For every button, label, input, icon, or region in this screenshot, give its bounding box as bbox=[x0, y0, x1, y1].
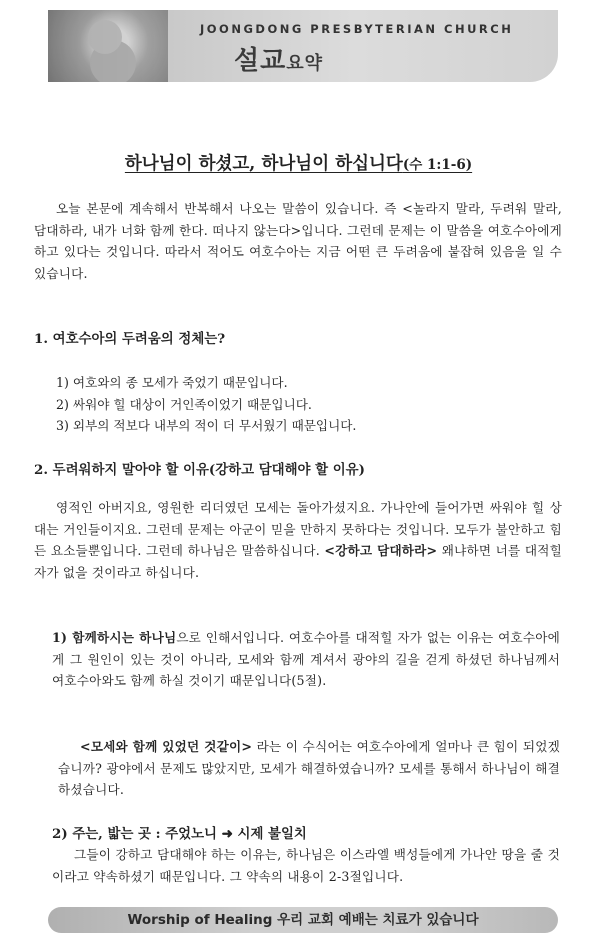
para-a-bold: <강하고 담대하라> bbox=[324, 543, 438, 558]
title-main: 하나님이 하셨고, 하나님이 하십니다 bbox=[124, 154, 403, 174]
list-item: 2) 싸워야 힐 대상이 거인족이었기 때문입니다. bbox=[56, 397, 312, 412]
point2-heading: 2) 주는, 밟는 곳 : 주었노니 ➜ 시제 불일치 bbox=[52, 826, 307, 842]
section2-paragraph bbox=[34, 497, 562, 583]
para-a-end: 왜냐하면 너를 대적힐 자가 없을 것이라고 하십니다. bbox=[34, 543, 562, 580]
label-small: 요약 bbox=[286, 53, 324, 74]
title-reference: (수 1:1-6) bbox=[402, 157, 473, 173]
label-big: 설교 bbox=[234, 46, 287, 76]
sermon-summary-label bbox=[234, 40, 323, 77]
quote-text: 라는 이 수식어는 여호수아에게 얼마나 큰 힘이 되었겠습니까? 광야에서 문제도 많았지만, 모세가 해결하였습니까? 모세를 통해서 하나님이 해결하셨습니다. bbox=[58, 739, 560, 797]
footer-banner: Worship of Healing 우리 교회 예배는 치료가 있습니다 bbox=[48, 907, 558, 933]
header-banner bbox=[48, 10, 558, 82]
point1-text: 으로 인해서입니다. 여호수아를 대적힐 자가 없는 이유는 여호수아에게 그 원인이 있는 것이 아니라, 모세와 함께 계셔서 광야의 길을 걷게 하셨던 하나님께서 여호수아와도 함께 하실 것이기 때문입니다(5절). bbox=[52, 630, 560, 688]
intro-paragraph: 오늘 본문에 계속해서 반복해서 나오는 말씀이 있습니다. 즉 <놀라지 말라, 두려워 말라, 담대하라, 내가 너화 함께 한다. 떠나지 않는다>입니다. 그런데 문제는 이 말씀을 여호수아에게 하고 있다는 것입니다. 따라서 적어도 여호수아는 지금 어떤 큰 두려움에 붙잡혀 있음을 일 수 있습니다. bbox=[34, 201, 562, 281]
quote-bold: <모세와 함께 있었던 것같이> bbox=[80, 739, 253, 754]
sermon-title bbox=[0, 150, 597, 175]
point1-bold: 1) 함께하시는 하나님 bbox=[52, 630, 177, 645]
quote-paragraph bbox=[58, 736, 560, 801]
point2-paragraph: 그들이 강하고 담대해야 하는 이유는, 하나님은 이스라엘 백성들에게 가나안 땅을 줄 것이라고 약속하셨기 때문입니다. 그 약속의 내용이 2-3절입니다. bbox=[52, 847, 560, 884]
section2-heading: 2. 두려워하지 말아야 할 이유(강하고 담대해야 할 이유) bbox=[34, 462, 365, 478]
list-item: 1) 여호와의 종 모세가 죽었기 때문입니다. bbox=[56, 375, 288, 390]
praying-photo bbox=[48, 10, 168, 82]
list-item: 3) 외부의 적보다 내부의 적이 더 무서웠기 때문입니다. bbox=[56, 418, 357, 433]
praying-figure-icon bbox=[88, 20, 122, 54]
section1-heading: 1. 여호수아의 두려움의 정체는? bbox=[34, 331, 226, 347]
para-a: 영적인 아버지요, 영원한 리더였던 모세는 돌아가셨지요. 가나안에 들어가면 싸워야 힐 상대는 거인들이지요. 그런데 문제는 아군이 믿을 만하지 못하다는 것입니다. 모두가 불안하고 힘든 요소들뿐입니다. 그런데 하나님은 말씀하십니다. bbox=[34, 500, 562, 558]
church-name: JOONGDONG PRESBYTERIAN CHURCH bbox=[200, 22, 514, 36]
point1-paragraph bbox=[52, 627, 560, 692]
